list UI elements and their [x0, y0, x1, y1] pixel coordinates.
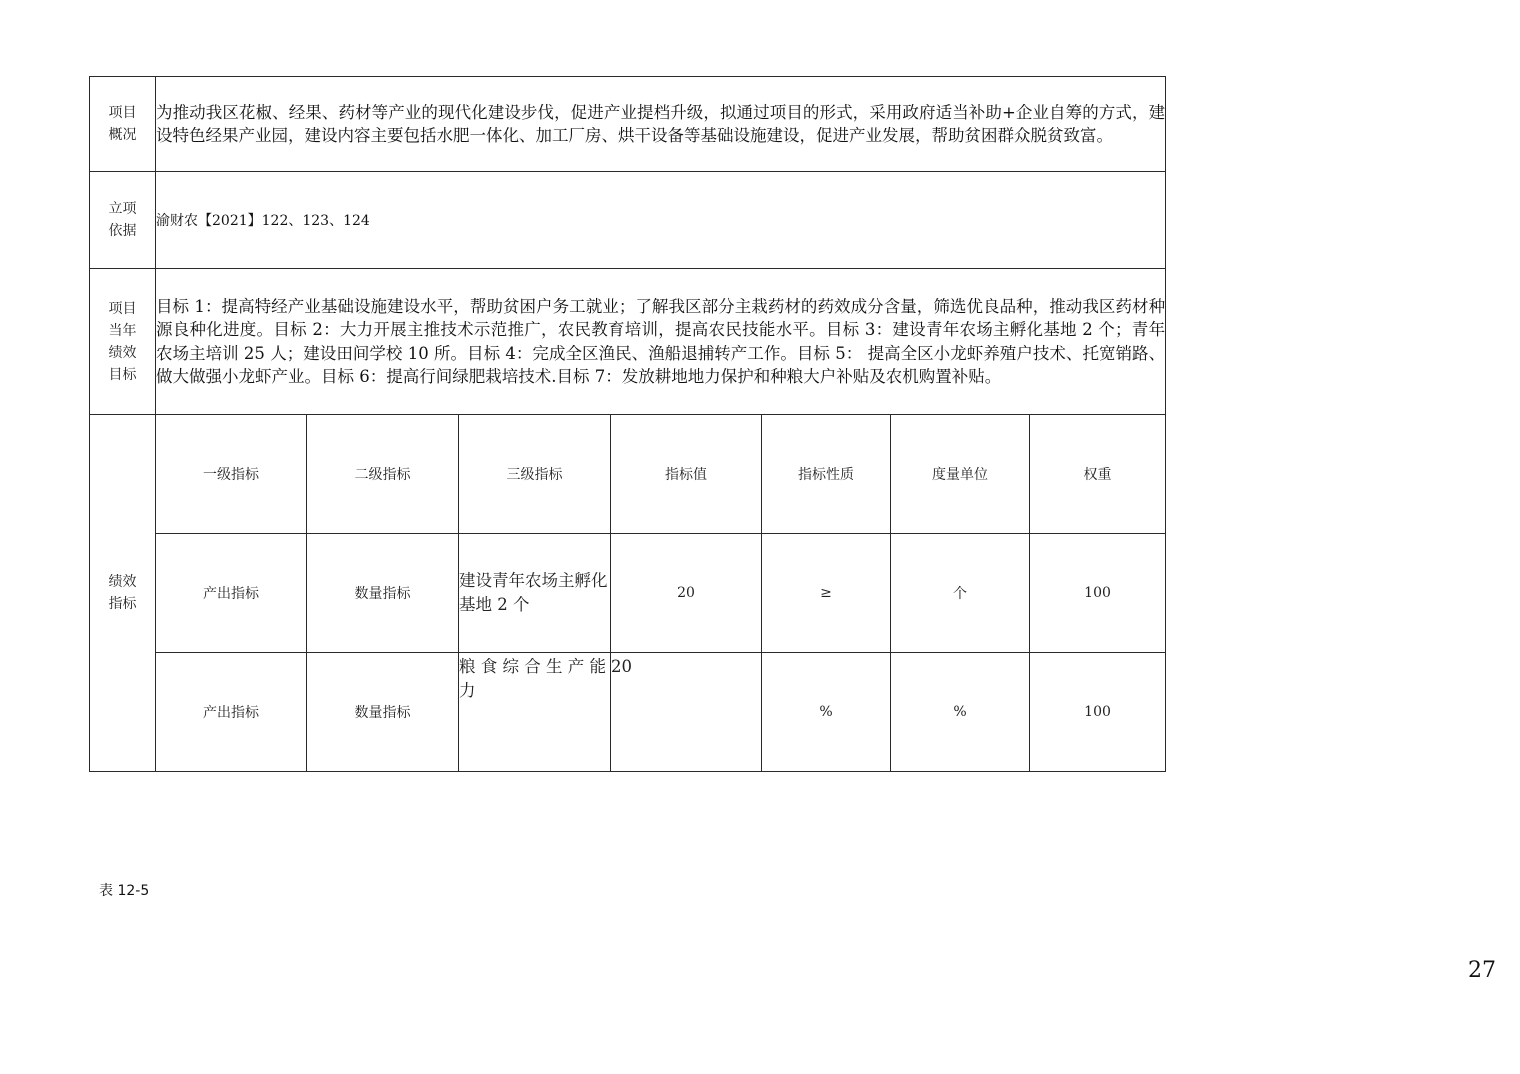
goals-text: 目标 1：提高特经产业基础设施建设水平，帮助贫困户务工就业；了解我区部分主栽药材的药效成分含量，筛选优良品种，推动我区药材种源良种化进度。目标 2：大力开展主推技术示范推广，农民教育培训，提高农民技能水平。目标 3：建设青年农场主孵化基地 2 个；青年农场主培训 25 人；建设田间学校 10 所。目标 4：完成全区渔民、渔船退捕转产工作。目标 5： 提高全区小龙虾养殖户技术、托宽销路、做大做强小龙虾产业。目标 6：提高行间绿肥栽培技术.目标 7：发放耕地地力保护和种粮大户补贴及农机购置补贴。: [156, 269, 1166, 415]
overview-label: 项目 概况: [90, 77, 156, 172]
row1-nature: ≥: [762, 534, 891, 653]
basis-text: 渝财农【2021】122、123、124: [156, 172, 1166, 269]
table-row: [90, 653, 1166, 772]
row2-level3: 粮 食 综 合 生 产 能力: [459, 653, 611, 772]
row1-level2: 数量指标: [307, 534, 459, 653]
goals-row: [90, 269, 1166, 415]
row1-level1: 产出指标: [156, 534, 307, 653]
page-number: 27: [1468, 958, 1496, 983]
basis-row: [90, 172, 1166, 269]
row1-weight: 100: [1030, 534, 1166, 653]
indicator-header-row: [90, 415, 1166, 534]
table-row: [90, 534, 1166, 653]
table-caption: 表 12-5: [99, 883, 150, 899]
basis-label: 立项 依据: [90, 172, 156, 269]
row2-level2: 数量指标: [307, 653, 459, 772]
header-value: 指标值: [611, 415, 762, 534]
header-nature: 指标性质: [762, 415, 891, 534]
overview-text: 为推动我区花椒、经果、药材等产业的现代化建设步伐，促进产业提档升级，拟通过项目的形式，采用政府适当补助+企业自筹的方式，建设特色经果产业园，建设内容主要包括水肥一体化、加工厂房、烘干设备等基础设施建设，促进产业发展，帮助贫困群众脱贫致富。: [156, 77, 1166, 172]
row1-unit: 个: [891, 534, 1030, 653]
header-weight: 权重: [1030, 415, 1166, 534]
row2-unit: %: [891, 653, 1030, 772]
row1-level3: 建设青年农场主孵化基地 2 个: [459, 534, 611, 653]
overview-row: [90, 77, 1166, 172]
row2-value: 20: [611, 653, 762, 772]
header-level3: 三级指标: [459, 415, 611, 534]
header-level2: 二级指标: [307, 415, 459, 534]
header-level1: 一级指标: [156, 415, 307, 534]
row2-level1: 产出指标: [156, 653, 307, 772]
row2-weight: 100: [1030, 653, 1166, 772]
indicators-label: 绩效 指标: [90, 415, 156, 772]
row1-value: 20: [611, 534, 762, 653]
project-performance-table: [89, 76, 1166, 772]
header-unit: 度量单位: [891, 415, 1030, 534]
row2-nature: %: [762, 653, 891, 772]
goals-label: 项目 当年 绩效 目标: [90, 269, 156, 415]
